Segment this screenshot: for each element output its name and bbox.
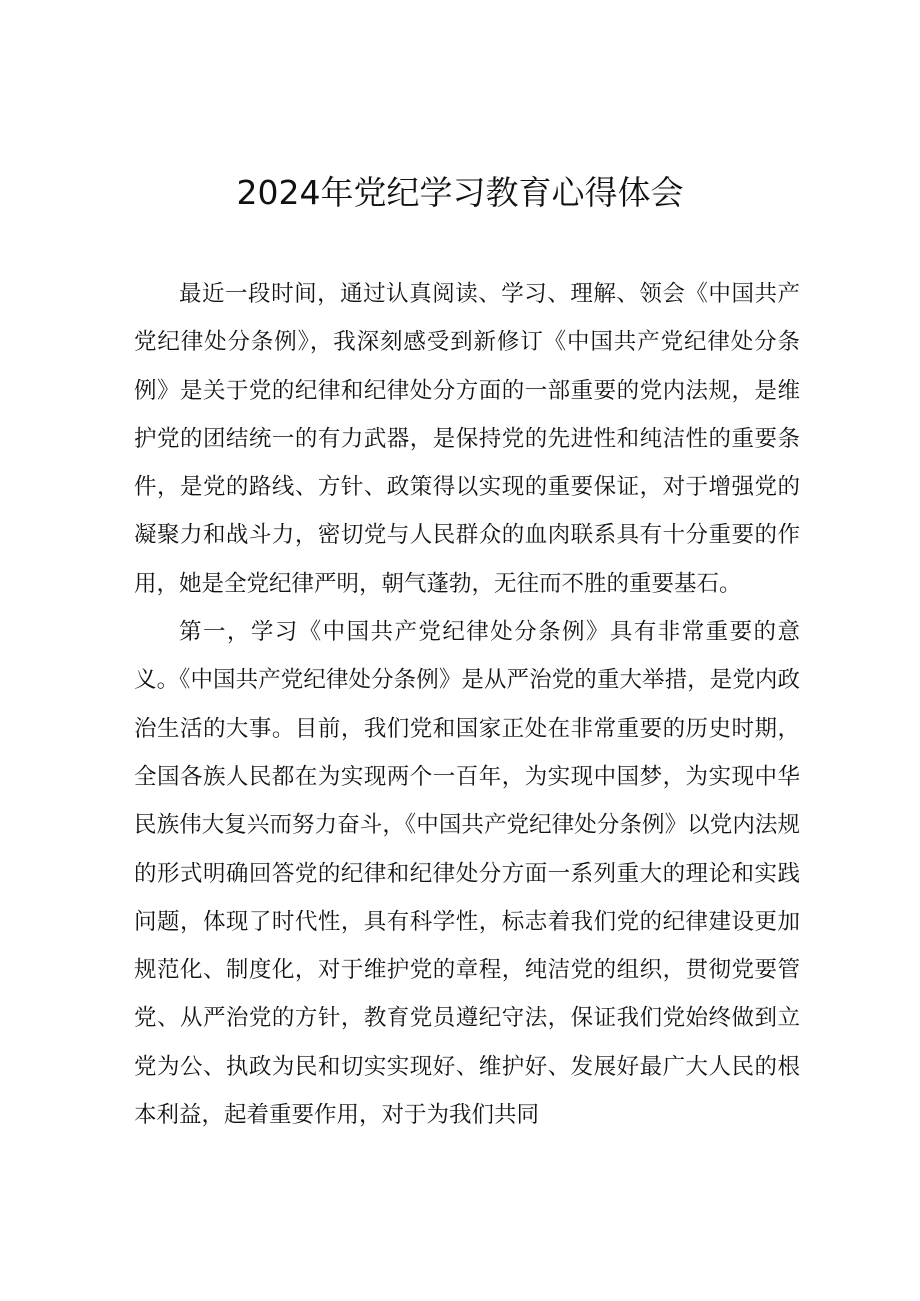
paragraph-first-point: 第一，学习《中国共产党纪律处分条例》具有非常重要的意义。《中国共产党纪律处分条例》是从严治党的重大举措，是党内政治生活的大事。目前，我们党和国家正处在非常重要的历史时期，全国各族人民都在为实现两个一百年，为实现中国梦，为实现中华民族伟大复兴而努力奋斗，《中国共产党纪律处分条例》以党内法规的形式明确回答党的纪律和纪律处分方面一系列重大的理论和实践问题，体现了时代性，具有科学性，标志着我们党的纪律建设更加规范化、制度化，对于维护党的章程，纯洁党的组织，贯彻党要管党、从严治党的方针，教育党员遵纪守法，保证我们党始终做到立党为公、执政为民和切实实现好、维护好、发展好最广大人民的根本利益，起着重要作用，对于为我们共同	[134, 619, 800, 1129]
paragraph-intro: 最近一段时间，通过认真阅读、学习、理解、领会《中国共产党纪律处分条例》，我深刻感受到新修订《中国共产党纪律处分条例》是关于党的纪律和纪律处分方面的一部重要的党内法规，是维护党的团结统一的有力武器，是保持党的先进性和纯洁性的重要条件，是党的路线、方针、政策得以实现的重要保证，对于增强党的凝聚力和战斗力，密切党与人民群众的血肉联系具有十分重要的作用，她是全党纪律严明，朝气蓬勃，无往而不胜的重要基石。	[134, 281, 800, 597]
document-body	[134, 270, 800, 1139]
document-title: 2024年党纪学习教育心得体会	[236, 173, 684, 212]
